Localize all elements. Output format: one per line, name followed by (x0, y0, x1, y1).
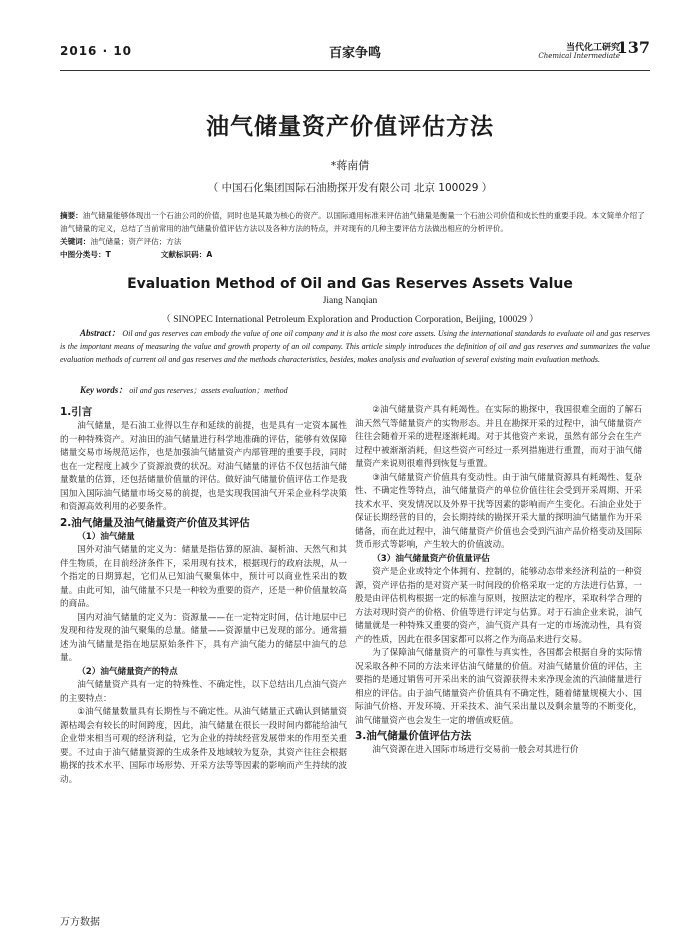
paragraph: 油气储量，是石油工业得以生存和延续的前提，也是具有一定资本属性的一种特殊资产。对油田的油气储量进行科学地准确的评估，能够有效保障储量交易市场规范运作，也是加强油气储量资产内部管理的重要手段，同时也在一定程度上减少了资源浪费的状况。对油气储量的评估不仅包括油气储量数量的估算，还包括储量价值量的评估。做好油气储量价值评估工作是我国加入国际油气储量市场交易的前提，也是实现我国油气开采企业科学决策和资源高效利用的必要条件。 (60, 421, 347, 512)
paper-title-cn: 油气储量资产价值评估方法 (206, 114, 494, 140)
abstract-cn-block (60, 209, 650, 261)
footer-database-label: 万方数据 (60, 917, 100, 928)
page-header (60, 38, 650, 68)
column-name: 百家争鸣 (328, 46, 381, 61)
paragraph: 为了保障油气储量资产的可靠性与真实性，各国都会根据自身的实际情况采取各种不同的方法来评估油气储量的价值。对油气储量价值的评估，主要指的是通过销售可开采出来的油气资源获得未来净现金流的汽油储量进行相应的评估。由于油气储量资产价值具有不确定性，随着储量规模大小、国际油气价格、开发环境、开采技术、油气采出量以及剩余量等的不断变化，油气储量资产也会发生一定的增值或贬值。 (355, 648, 642, 726)
header-divider (60, 70, 650, 71)
author-en: Jiang Nanqian (322, 296, 378, 306)
doc-code-label: 文献标识码： (160, 250, 207, 259)
doc-code-value: A (206, 250, 213, 259)
journal-name-cn: 当代化工研究 (565, 43, 620, 53)
paragraph: 油气储量资产具有一定的特殊性、不确定性，以下总结出几点油气资产的主要特点： (60, 680, 347, 704)
affiliation-cn: （ 中国石化集团国际石油勘探开发有限公司 北京 100029 ） (207, 182, 493, 194)
subsection-heading: （1）油气储量 (77, 531, 135, 542)
keywords-cn (60, 235, 650, 248)
paragraph: 资产是企业或特定个体拥有、控制的，能够动态带来经济利益的一种资源，资产评估指的是对资产某一时间段的价格采取一定的方法进行估算，一般是由评估机构根据一定的标准与原则，按照法定的程序，采取科学合理的方法对现时资产的价格、价值等进行评定与估算。对于石油企业来说，油气储量就是一种特殊又重要的资产，油气资产具有一定的市场流动性，具有资产的性质，因此在很多国家都可以将之作为商品来进行交易。 (355, 567, 642, 645)
keywords-cn-text: 油气储量；资产评估；方法 (90, 237, 182, 246)
section-heading: 3.油气储量价值评估方法 (355, 730, 472, 742)
body-column-right (355, 404, 642, 758)
abstract-en-label: Abstract： (80, 328, 121, 338)
page-number: 137 (616, 38, 650, 57)
abstract-cn-text: 油气储量能够体现出一个石油公司的价值，同时也是其最为核心的资产。以国际通用标准来评估油气储量是衡量一个石油公司价值和成长性的重要手段。本文简单介绍了油气储量的定义，总结了当前常用的油气储量价值评估方法以及各种方法的特点，并对现有的几种主要评估方法做出相应的分析评价。 (60, 211, 645, 233)
paragraph: ②油气储量资产具有耗竭性。在实际的勘探中，我国很难全面的了解石油天然气等储量资产的实物形态。并且在勘探开采的过程中，油气储量资产往往会随着开采的进程逐渐耗竭。对于其他资产来说，虽然有部分会在生产过程中被渐渐消耗，但这些资产可经过一系列措施进行重置，而对于油气储量资产来说则很难得到恢复与重置。 (355, 405, 642, 469)
abstract-en (60, 327, 650, 366)
abstract-cn (60, 209, 650, 235)
body-column-left (60, 404, 347, 787)
section-heading: 2.油气储量及油气储量资产价值及其评估 (60, 516, 250, 529)
keywords-en-text: oil and gas reserves；assets evaluation；method (129, 386, 288, 395)
keywords-en-label: Key words： (80, 385, 128, 395)
paragraph: ①油气储量数量具有长期性与不确定性。从油气储量正式确认到储量资源枯竭会有较长的时间跨度，因此，油气储量在很长一段时间内都能给油气企业带来相当可观的经济利益，它为企业的持续经营发展带来的作用至关重要。不过由于油气储量资源的生成条件及地域较为复杂，其资产往往会根据勘探的技术水平、国际市场形势、开采方法等等因素的影响而产生持续的波动。 (60, 707, 347, 785)
keywords-cn-label: 关键词： (60, 237, 91, 246)
affiliation-en: （ SINOPEC International Petroleum Exploration and Production Corporation, Beijing, 100029 ） (161, 315, 539, 325)
paragraph: 国外对油气储量的定义为：储量是指估算的原油、凝析油、天然气和其伴生物质，在目前经济条件下，采用现有技术，根据现行的政府法规，从一个指定的日期算起，它们从已知油气聚集体中，预计可以商业性采出的数量。由此可知，油气储量不只是一种较为重要的资产，还是一种价值量较高的商品。 (60, 545, 347, 609)
paragraph: 国内对油气储量的定义为：资源量——在一定特定时间，估计地层中已发现和待发现的油气聚集的总量。储量——资源量中已发现的部分。通常描述为油气储量是指在地层原始条件下，具有产油气能力的储层中油气的总量。 (60, 612, 347, 663)
paragraph: 油气资源在进入国际市场进行交易前一般会对其进行价 (372, 745, 579, 755)
issue-label: 2016 · 10 (60, 44, 133, 58)
author-cn: *蒋南倩 (330, 159, 370, 172)
paper-title-en: Evaluation Method of Oil and Gas Reserves Assets Value (127, 276, 573, 292)
keywords-en (80, 383, 650, 396)
subsection-heading: （3）油气储量资产价值量评估 (372, 553, 490, 564)
paragraph: ③油气储量资产价值具有变动性。由于油气储量资源具有耗竭性、复杂性、不确定性等特点，油气储量资产的单位价值往往会受到开采周期、开采技术水平、突发情况以及外界干扰等因素的影响而产生变化。石油企业处于保证长期经营的目的，会长期持续的勘探开采大量的探明油气储量作为开采储备，而在此过程中，油气储量资产价值也会受到汽油产品价格变动及国际货币形式等影响，产生较大的价值波动。 (355, 472, 642, 550)
clc-value: T (105, 250, 111, 259)
subsection-heading: （2）油气储量资产的特点 (77, 666, 178, 677)
abstract-cn-label: 摘要： (60, 211, 83, 220)
journal-name-en: Chemical Intermediate (538, 52, 620, 60)
clc-label: 中图分类号： (60, 250, 106, 259)
section-heading: 1.引言 (60, 406, 93, 418)
abstract-en-text: Oil and gas reserves can embody the value of one oil company and it is also the most core assets. Using the international standards to evaluate oil and gas reserves is the important means of measuring the value and growth property of an oil company. This article simply introduces the definition of oil and gas reserves and summarizes the value evaluation methods of current oil and gas reserves and the methods characteristics, besides, makes analysis and evaluation of several existing main evaluation methods. (60, 329, 650, 364)
classification (60, 248, 650, 261)
